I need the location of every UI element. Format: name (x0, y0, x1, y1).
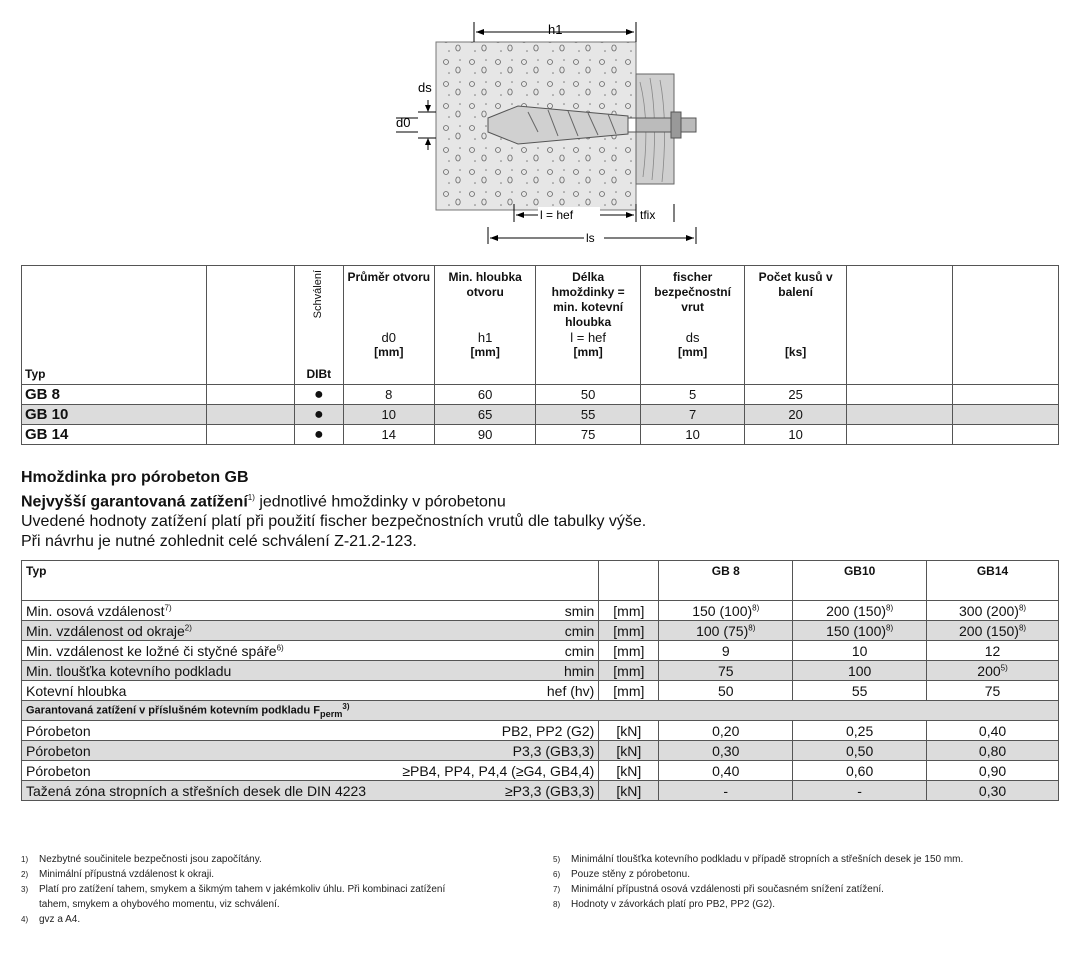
cell-ds: 7 (640, 405, 745, 425)
row-unit: [mm] (599, 681, 659, 701)
row-symbol: ≥P3,3 (GB3,3) (504, 782, 595, 799)
load-heading-bold: Nejvyšší garantovaná zatížení (21, 493, 248, 511)
footnote (21, 852, 531, 867)
row-unit: [mm] (599, 601, 659, 621)
row-label-text: Tažená zóna stropních a střešních desek dle DIN 4223 (26, 782, 367, 799)
table-row (22, 425, 1059, 445)
cell-sup: 8) (752, 602, 760, 612)
cell-gb14 (927, 621, 1059, 641)
row-label (22, 721, 599, 741)
row-label-text: Pórobeton (26, 762, 91, 779)
cell-gb10: 0,25 (793, 721, 927, 741)
col-gb8: GB 8 (659, 561, 793, 601)
l-hef-label: l = hef (540, 208, 574, 222)
product-table (21, 265, 1059, 445)
load-heading-sup: 1) (247, 493, 255, 502)
col-hloubka (434, 266, 535, 385)
cell-empty (953, 385, 1059, 405)
cell-gb10 (793, 601, 927, 621)
row-label (22, 781, 599, 801)
col-empty (206, 266, 294, 385)
cell-h1: 90 (434, 425, 535, 445)
cell-empty (953, 405, 1059, 425)
cell-gb14 (927, 641, 1059, 661)
cell-gb8: 0,30 (659, 741, 793, 761)
table-row (22, 621, 1059, 641)
col-prumer (343, 266, 434, 385)
footnote-text: Minimální přípustná osová vzdálenosti při současném snížení zatížení. (571, 884, 884, 895)
cell-ks: 25 (745, 385, 846, 405)
note-line: Při návrhu je nutné zohlednit celé schválení Z-21.2-123. (21, 533, 417, 551)
cell-value: 10 (851, 642, 868, 659)
cell-gb10: 0,50 (793, 741, 927, 761)
cell-value: 55 (851, 682, 868, 699)
vrut-label: fischer bezpečnostní vrut (654, 270, 731, 314)
cell-empty (846, 425, 953, 445)
cell-value: 150 (100) (692, 602, 753, 619)
cell-sup: 8) (886, 622, 894, 632)
row-unit: [mm] (599, 661, 659, 681)
cell-value: 75 (717, 662, 734, 679)
footnote-text: tahem, smykem a ohybového momentu, viz schválení. (39, 899, 280, 910)
cell-gb8 (659, 661, 793, 681)
row-label (22, 661, 599, 681)
footnotes-left (21, 852, 531, 927)
table-row (22, 721, 1059, 741)
col-gb10: GB10 (793, 561, 927, 601)
col-typ: Typ (22, 561, 599, 601)
section-label-sub: perm (320, 708, 343, 719)
row-symbol: cmin (564, 622, 595, 639)
col-pocet (745, 266, 846, 385)
footnote-text: Minimální tloušťka kotevního podkladu v případě stropních a střešních desek je 150 mm. (571, 854, 964, 865)
col-vrut (640, 266, 745, 385)
row-label-sup: 7) (164, 602, 172, 612)
row-label-text: Min. vzdálenost ke ložné či styčné spáře (26, 642, 277, 659)
cell-value: 300 (200) (959, 602, 1019, 619)
approval-dot: ● (294, 385, 343, 405)
cell-value: 100 (75) (696, 622, 749, 639)
cell-value: 150 (100) (826, 622, 887, 639)
cell-gb14: 0,80 (927, 741, 1059, 761)
footnote-number: 5) (553, 855, 561, 864)
cell-hef: 55 (536, 405, 641, 425)
table-row (22, 405, 1059, 425)
row-symbol: ≥PB4, PP4, P4,4 (≥G4, GB4,4) (402, 762, 595, 779)
row-unit: [kN] (599, 781, 659, 801)
row-symbol: P3,3 (GB3,3) (512, 742, 595, 759)
cell-gb10 (793, 661, 927, 681)
cell-gb8 (659, 681, 793, 701)
hloubka-label: Min. hloubka otvoru (448, 270, 522, 299)
vrut-unit: [mm] (677, 345, 708, 359)
cell-gb10 (793, 681, 927, 701)
row-symbol: hmin (563, 662, 595, 679)
cell-value: 100 (847, 662, 872, 679)
cell-gb10: - (793, 781, 927, 801)
footnote (21, 912, 531, 927)
ds-label: ds (418, 80, 432, 95)
prumer-sym: d0 (381, 330, 397, 345)
section-row (22, 701, 1059, 721)
footnote (553, 897, 1061, 912)
col-gb14: GB14 (927, 561, 1059, 601)
col-empty2 (846, 266, 953, 385)
cell-d0: 10 (343, 405, 434, 425)
cell-sup: 5) (1000, 662, 1008, 672)
row-unit: [mm] (599, 641, 659, 661)
row-typ: GB 8 (22, 385, 207, 405)
cell-value: 75 (984, 682, 1001, 699)
tfix-label: tfix (640, 208, 656, 222)
cell-sup: 8) (1018, 602, 1027, 612)
row-label-text: Kotevní hloubka (26, 682, 127, 699)
row-label (22, 761, 599, 781)
cell-h1: 65 (434, 405, 535, 425)
footnote (21, 882, 531, 897)
cell-gb8: - (659, 781, 793, 801)
load-heading (21, 488, 1061, 512)
footnote-number: 8) (553, 900, 561, 909)
row-unit: [kN] (599, 721, 659, 741)
cell-gb14 (927, 661, 1059, 681)
row-label (22, 681, 599, 701)
cell-ks: 20 (745, 405, 846, 425)
prumer-label: Průměr otvoru (347, 270, 431, 284)
footnote-number: 2) (21, 870, 29, 879)
hloubka-unit: [mm] (470, 345, 500, 359)
delka-label: Délka hmoždinky = min. kotevní hloubka (551, 270, 625, 329)
cell-d0: 14 (343, 425, 434, 445)
pocet-label: Počet kusů v balení (758, 270, 833, 299)
cell-empty (953, 425, 1059, 445)
row-label (22, 741, 599, 761)
cell-gb8 (659, 641, 793, 661)
description-block (21, 468, 1061, 552)
table-row (22, 761, 1059, 781)
footnote-text: Pouze stěny z pórobetonu. (571, 869, 690, 880)
cell-ds: 5 (640, 385, 745, 405)
footnote (21, 897, 531, 912)
row-label-sup: 2) (184, 622, 192, 632)
row-unit: [kN] (599, 761, 659, 781)
footnote (21, 867, 531, 882)
row-label-text: Pórobeton (26, 722, 91, 739)
cell-ks: 10 (745, 425, 846, 445)
row-label-text: Min. tloušťka kotevního podkladu (26, 662, 232, 679)
footnote-number (21, 897, 39, 912)
delka-unit: [mm] (573, 345, 603, 359)
cell-gb14 (927, 681, 1059, 701)
table-row (22, 681, 1059, 701)
cell-hef: 50 (536, 385, 641, 405)
table-row (22, 641, 1059, 661)
row-symbol: cmin (564, 642, 595, 659)
cell-ds: 10 (640, 425, 745, 445)
ls-label: ls (586, 231, 595, 245)
footnote-number: 7) (553, 885, 561, 894)
hloubka-sym: h1 (477, 330, 493, 345)
row-label-sup: 6) (276, 642, 284, 652)
row-symbol: hef (hv) (546, 682, 595, 699)
table-row (22, 781, 1059, 801)
cell-gb10 (793, 641, 927, 661)
footnote-number: 6) (553, 870, 561, 879)
cell-sup: 8) (748, 622, 756, 632)
section-label (22, 701, 1059, 721)
table-row (22, 661, 1059, 681)
cell-d0: 8 (343, 385, 434, 405)
cell-value: 200 (150) (826, 602, 887, 619)
footnote-text: Nezbytné součinitele bezpečnosti jsou započítány. (39, 854, 262, 865)
d0-label: d0 (396, 115, 411, 130)
approval-vertical-label: Schválení (312, 270, 325, 319)
load-table-header (22, 561, 1059, 601)
footnote-text: Platí pro zatížení tahem, smykem a šikmým tahem v jakémkoliv úhlu. Při kombinaci zatížení (39, 884, 446, 895)
cell-gb14: 0,90 (927, 761, 1059, 781)
cell-empty (846, 405, 953, 425)
footnote (553, 852, 1061, 867)
col-unit (599, 561, 659, 601)
row-unit: [mm] (599, 621, 659, 641)
footnotes-right (553, 852, 1061, 912)
footnote-text: gvz a A4. (39, 914, 81, 925)
table-row (22, 385, 1059, 405)
section-label-sup: 3) (342, 702, 350, 712)
footnote-number: 1) (21, 855, 29, 864)
row-label (22, 621, 599, 641)
footnote (553, 882, 1061, 897)
h1-label: h1 (548, 22, 563, 37)
col-typ: Typ (22, 266, 207, 385)
cell-value: 12 (984, 642, 1001, 659)
prumer-unit: [mm] (374, 345, 404, 359)
cell-gb8: 0,20 (659, 721, 793, 741)
cell-sup: 8) (1018, 622, 1027, 632)
cell-empty (846, 385, 953, 405)
row-typ: GB 10 (22, 405, 207, 425)
footnote-number: 4) (21, 915, 29, 924)
footnote-text: Minimální přípustná vzdálenost k okraji. (39, 869, 215, 880)
anchor-diagram (388, 12, 708, 252)
cell-gb14: 0,30 (927, 781, 1059, 801)
load-heading-rest: jednotlivé hmoždinky v pórobetonu (254, 493, 506, 511)
row-symbol: smin (564, 602, 595, 619)
cell-gb8 (659, 601, 793, 621)
cell-sup: 8) (886, 602, 894, 612)
cell-hef: 75 (536, 425, 641, 445)
row-label-text: Min. vzdálenost od okraje (26, 622, 185, 639)
approval-dot: ● (294, 425, 343, 445)
footnote-text: Hodnoty v závorkách platí pro PB2, PP2 (G2). (571, 899, 775, 910)
approval-label: DIBt (306, 367, 332, 382)
section-title: Hmoždinka pro pórobeton GB (21, 469, 249, 486)
cell-gb8 (659, 621, 793, 641)
pocet-unit: [ks] (784, 345, 807, 359)
col-approval (294, 266, 343, 385)
cell-gb10 (793, 621, 927, 641)
row-label (22, 601, 599, 621)
row-label-text: Pórobeton (26, 742, 91, 759)
cell-gb14 (927, 601, 1059, 621)
cell-gb10: 0,60 (793, 761, 927, 781)
footnote-number: 3) (21, 885, 29, 894)
section-label-text: Garantovaná zatížení v příslušném kotevním podkladu F (26, 704, 321, 717)
row-label (22, 641, 599, 661)
load-table (21, 560, 1059, 801)
note-line: Uvedené hodnoty zatížení platí při použití fischer bezpečnostních vrutů dle tabulky výše. (21, 513, 647, 531)
cell-h1: 60 (434, 385, 535, 405)
col-delka (536, 266, 641, 385)
row-symbol: PB2, PP2 (G2) (501, 722, 595, 739)
cell-gb14: 0,40 (927, 721, 1059, 741)
cell-empty (206, 385, 294, 405)
delka-sym: l = hef (570, 330, 607, 345)
cell-value: 9 (721, 642, 730, 659)
cell-value: 200 (150) (959, 622, 1019, 639)
table-row (22, 601, 1059, 621)
cell-value: 50 (717, 682, 734, 699)
row-label-text: Min. osová vzdálenost (26, 602, 165, 619)
row-unit: [kN] (599, 741, 659, 761)
cell-empty (206, 405, 294, 425)
approval-dot: ● (294, 405, 343, 425)
cell-gb8: 0,40 (659, 761, 793, 781)
footnote (553, 867, 1061, 882)
table-row (22, 741, 1059, 761)
vrut-sym: ds (685, 330, 700, 345)
cell-value: 200 (977, 662, 1001, 679)
col-empty3 (953, 266, 1059, 385)
row-typ: GB 14 (22, 425, 207, 445)
cell-empty (206, 425, 294, 445)
